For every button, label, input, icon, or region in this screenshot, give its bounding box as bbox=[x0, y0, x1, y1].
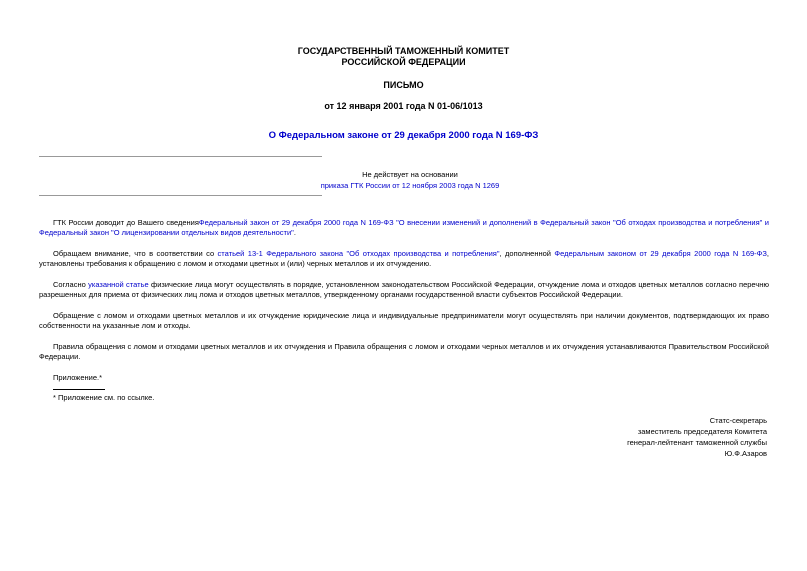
document-title bbox=[0, 130, 807, 142]
paragraph-4: Обращение с ломом и отходами цветных металлов и их отчуждение юридические лица и индивидуальные предприниматели могут осуществлять при наличии документов, подтверждающих их право собственности на указанные лом и отходы. bbox=[39, 311, 769, 330]
paragraph-3-text-b: физические лица могут осуществлять в порядке, установленном законодательством Российской Федерации, отчуждение лома и отходов цветных металлов согласно перечню разрешенных для приема от физических лиц лома и отходов цветных металлов, утвержденному органами государственной власти субъектов Российской Федерации. bbox=[39, 280, 770, 299]
article-13-1-link[interactable]: статьей 13-1 Федерального закона "Об отходах производства и потребления" bbox=[217, 249, 500, 258]
status-order-link[interactable]: приказа ГТК России от 12 ноября 2003 года N 1269 bbox=[320, 181, 500, 190]
issuer-line-1: ГОСУДАРСТВЕННЫЙ ТАМОЖЕННЫЙ КОМИТЕТ bbox=[297, 46, 510, 56]
signature-title: Статс-секретарь bbox=[709, 416, 767, 425]
paragraph-2-text-a: Обращаем внимание, что в соответствии со bbox=[53, 249, 218, 258]
separator-top bbox=[39, 156, 322, 157]
paragraph-appendix: Приложение.* bbox=[53, 373, 102, 382]
federal-law-169-link-2[interactable]: Федеральным законом от 29 декабря 2000 года N 169-ФЗ bbox=[554, 249, 767, 258]
document-type: ПИСЬМО bbox=[383, 80, 424, 90]
federal-law-169-link[interactable]: Федеральный закон от 29 декабря 2000 года N 169-ФЗ "О внесении изменений и дополнений в Федеральный закон "Об отходах производства и потребления" и Федеральный закон "О лицензировании отдельных видов деятельности" bbox=[39, 218, 769, 237]
separator-bottom bbox=[39, 195, 322, 196]
signature-position: заместитель председателя Комитета bbox=[637, 427, 767, 436]
document-date-number: от 12 января 2001 года N 01-06/1013 bbox=[324, 101, 483, 111]
paragraph-1 bbox=[39, 218, 769, 238]
status-line-2 bbox=[290, 181, 530, 191]
footnote: * Приложение см. по ссылке. bbox=[53, 393, 155, 402]
cited-article-link[interactable]: указанной статье bbox=[88, 280, 149, 289]
footnote-separator bbox=[53, 389, 105, 390]
paragraph-1-end: . bbox=[293, 228, 296, 237]
document-title-link[interactable]: О Федеральном законе от 29 декабря 2000 года N 169-ФЗ bbox=[268, 130, 539, 141]
paragraph-1-text: ГТК России доводит до Вашего сведения bbox=[53, 218, 199, 227]
paragraph-2-text-c: , установлены требования к обращению с ломом и отходами цветных и (или) черных металлов и их отчуждению. bbox=[39, 249, 769, 268]
paragraph-3 bbox=[39, 280, 769, 300]
paragraph-2-text-b: , дополненной bbox=[499, 249, 555, 258]
signature-name: Ю.Ф.Азаров bbox=[724, 449, 767, 458]
signature-rank: генерал-лейтенант таможенной службы bbox=[627, 438, 767, 447]
paragraph-3-text-a: Согласно bbox=[53, 280, 89, 289]
issuer-line-2: РОССИЙСКОЙ ФЕДЕРАЦИИ bbox=[341, 57, 466, 67]
status-line-1: Не действует на основании bbox=[362, 170, 458, 179]
paragraph-2 bbox=[39, 249, 769, 269]
paragraph-5: Правила обращения с ломом и отходами цветных металлов и их отчуждения и Правила обращения с ломом и отходами черных металлов и их отчуждения устанавливаются Правительством Российской Федерации. bbox=[39, 342, 769, 361]
